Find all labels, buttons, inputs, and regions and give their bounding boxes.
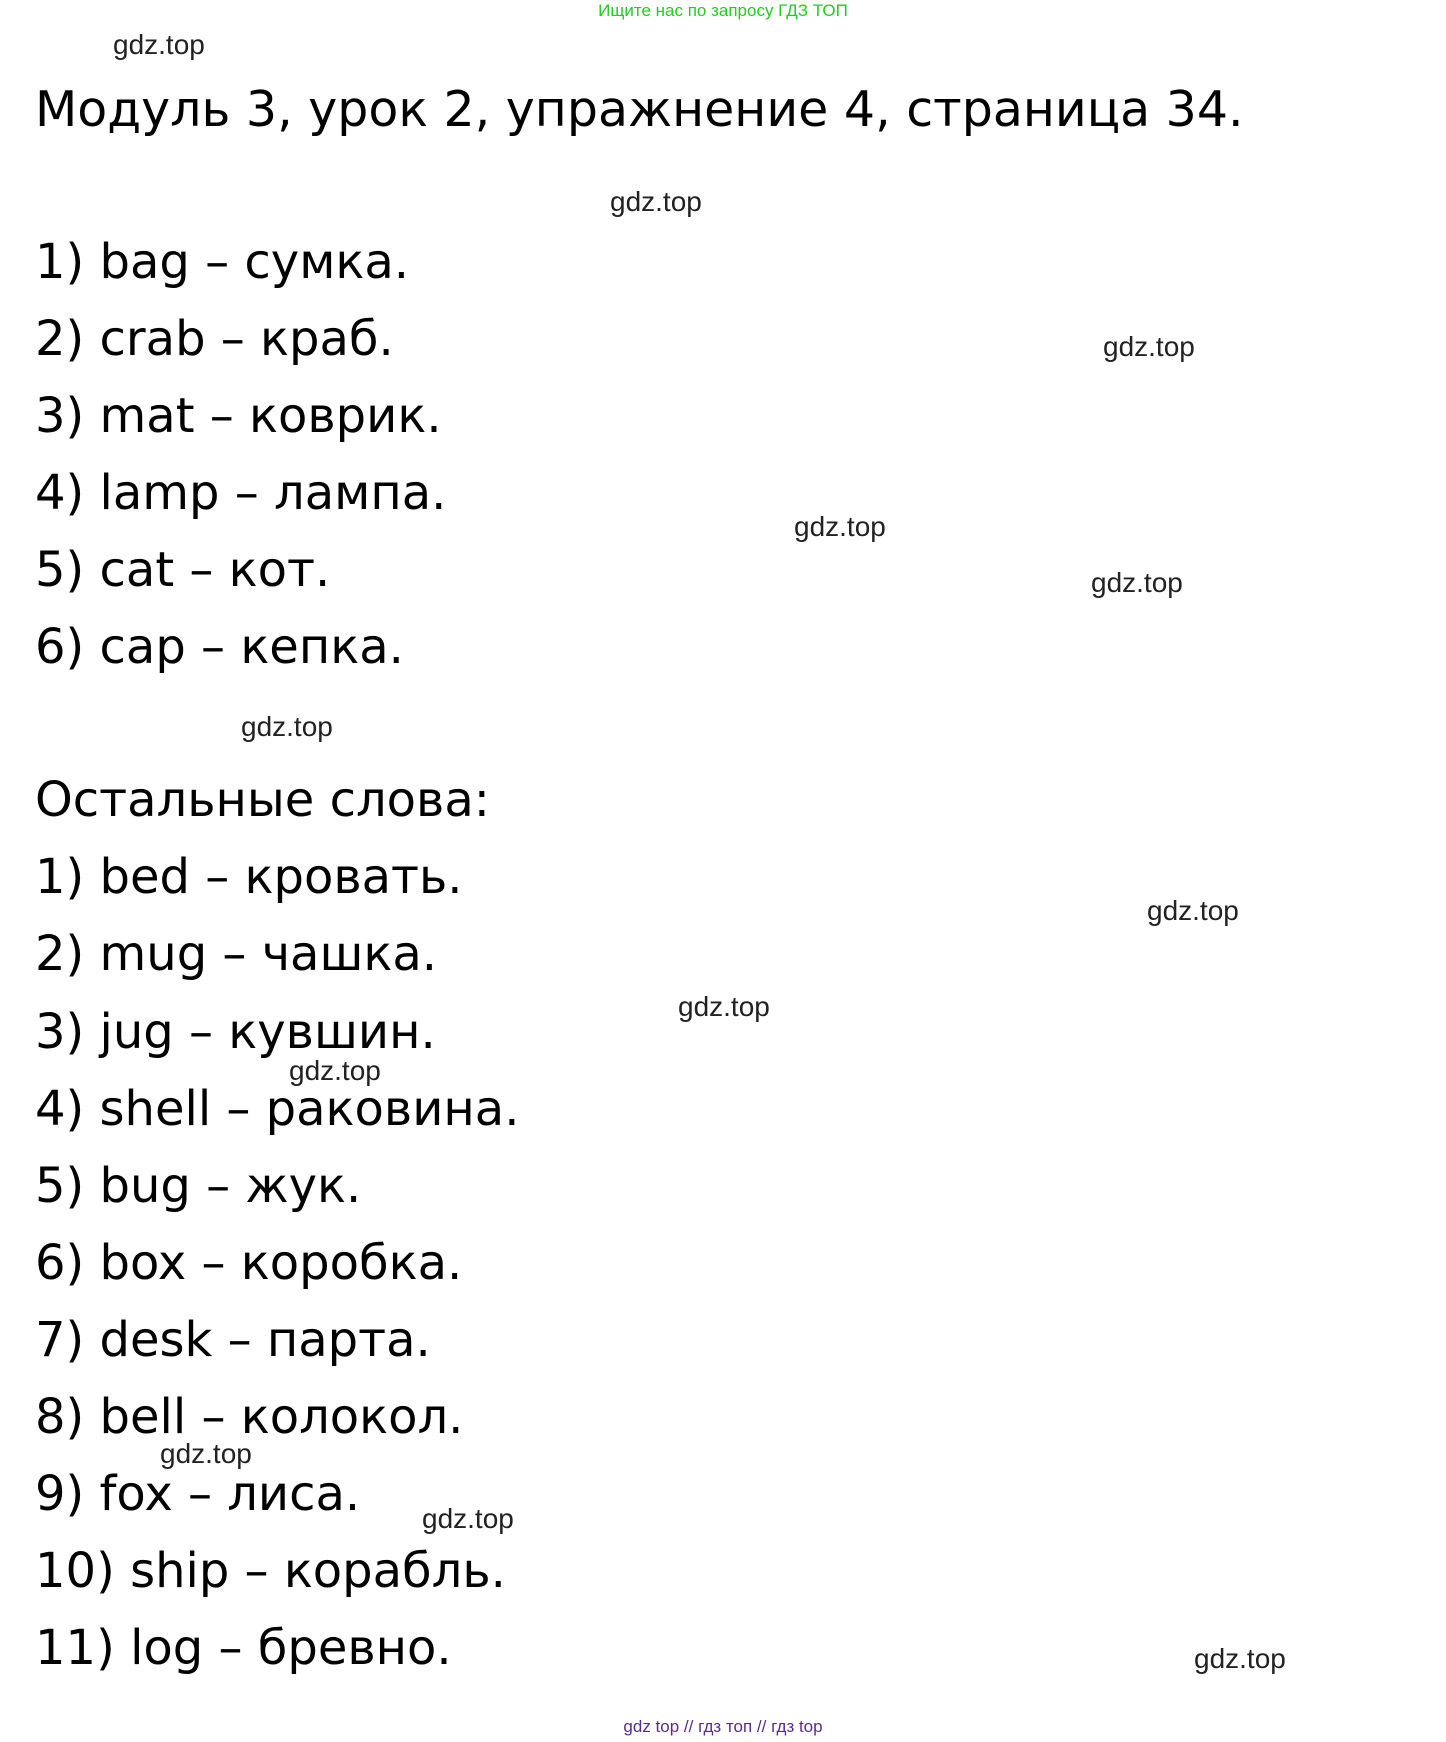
bottom-banner[interactable]: gdz top // гдз топ // гдз top: [623, 1717, 823, 1736]
list-item: 4) shell – раковина.: [35, 1081, 520, 1137]
list-item: 5) bug – жук.: [35, 1158, 362, 1214]
page-title: Модуль 3, урок 2, упражнение 4, страница 34.: [35, 81, 1244, 138]
top-banner[interactable]: Ищите нас по запросу ГДЗ ТОП: [598, 1, 848, 20]
list-item: 2) crab – краб.: [35, 311, 394, 367]
list-item: 3) mat – коврик.: [35, 388, 442, 444]
list-item: 4) lamp – лампа.: [35, 465, 447, 521]
list-item: 5) cat – кот.: [35, 542, 331, 598]
watermark: gdz.top: [794, 511, 886, 542]
list-item: 6) cap – кепка.: [35, 619, 404, 675]
watermark: gdz.top: [678, 991, 770, 1022]
watermark: gdz.top: [1147, 895, 1239, 926]
list-item: 1) bag – сумка.: [35, 234, 410, 290]
watermark: gdz.top: [1103, 331, 1195, 362]
watermark: gdz.top: [1091, 567, 1183, 598]
watermark: gdz.top: [610, 186, 702, 217]
list-item: 7) desk – парта.: [35, 1312, 431, 1368]
list-item: 11) log – бревно.: [35, 1620, 452, 1676]
watermark: gdz.top: [113, 29, 205, 60]
list-item: 6) box – коробка.: [35, 1235, 463, 1291]
watermark: gdz.top: [160, 1438, 252, 1469]
watermark: gdz.top: [1194, 1643, 1286, 1674]
list-item: 9) fox – лиса.: [35, 1466, 361, 1522]
watermark: gdz.top: [422, 1503, 514, 1534]
list-item: 3) jug – кувшин.: [35, 1004, 436, 1060]
section-heading: Остальные слова:: [35, 772, 490, 828]
list-item: 10) ship – корабль.: [35, 1543, 506, 1599]
list-item: 8) bell – колокол.: [35, 1389, 464, 1445]
list-item: 2) mug – чашка.: [35, 926, 438, 982]
watermark: gdz.top: [289, 1055, 381, 1086]
list-item: 1) bed – кровать.: [35, 849, 463, 905]
watermark: gdz.top: [241, 711, 333, 742]
